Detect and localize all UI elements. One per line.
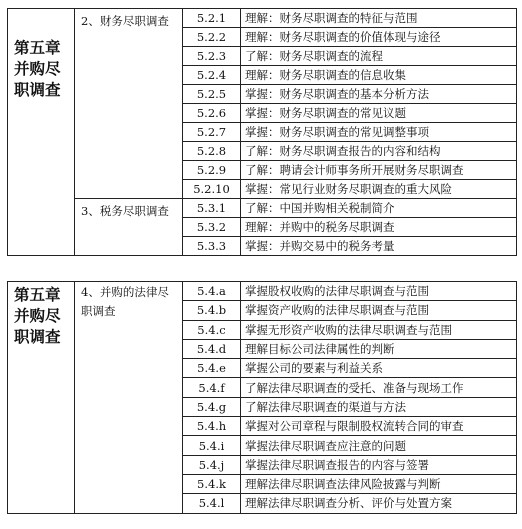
item-description: 理解：财务尽职调查的价值体现与途径 <box>241 28 517 47</box>
table-row <box>8 199 517 218</box>
item-code: 5.4.c <box>183 320 241 339</box>
item-code: 5.4.j <box>183 455 241 474</box>
item-description: 了解：财务尽职调查的流程 <box>241 47 517 66</box>
item-description: 掌握：财务尽职调查的基本分析方法 <box>241 85 517 104</box>
item-code: 5.2.7 <box>183 123 241 142</box>
item-code: 5.4.g <box>183 397 241 416</box>
item-code: 5.2.9 <box>183 161 241 180</box>
item-description: 掌握资产收购的法律尽职调查与范围 <box>241 301 517 320</box>
chapter-title: 第五章并购尽职调查 <box>8 9 75 256</box>
item-description: 掌握法律尽职调查应注意的问题 <box>241 436 517 455</box>
section-title: 3、税务尽职调查 <box>75 199 183 256</box>
item-code: 5.4.b <box>183 301 241 320</box>
item-description: 理解：并购中的税务尽职调查 <box>241 218 517 237</box>
item-code: 5.2.10 <box>183 180 241 199</box>
item-code: 5.2.8 <box>183 142 241 161</box>
item-description: 掌握：财务尽职调查的常见调整事项 <box>241 123 517 142</box>
item-code: 5.2.5 <box>183 85 241 104</box>
item-code: 5.2.6 <box>183 104 241 123</box>
item-description: 掌握：常见行业财务尽职调查的重大风险 <box>241 180 517 199</box>
item-description: 理解法律尽职调查法律风险披露与判断 <box>241 474 517 493</box>
item-description: 理解法律尽职调查分析、评价与处置方案 <box>241 494 517 513</box>
item-code: 5.4.h <box>183 417 241 436</box>
item-code: 5.2.1 <box>183 9 241 28</box>
item-code: 5.4.l <box>183 494 241 513</box>
item-description: 了解法律尽职调查的受托、准备与现场工作 <box>241 378 517 397</box>
item-code: 5.2.3 <box>183 47 241 66</box>
item-description: 了解法律尽职调查的渠道与方法 <box>241 397 517 416</box>
item-description: 掌握：并购交易中的税务考量 <box>241 237 517 256</box>
item-description: 了解：聘请会计师事务所开展财务尽职调查 <box>241 161 517 180</box>
syllabus-table-financial-tax <box>7 8 517 256</box>
chapter-title: 第五章并购尽职调查 <box>8 282 75 514</box>
item-code: 5.4.d <box>183 339 241 358</box>
section-title: 2、财务尽职调查 <box>75 9 183 199</box>
item-description: 掌握对公司章程与限制股权流转合同的审查 <box>241 417 517 436</box>
table-row <box>8 282 517 301</box>
item-code: 5.3.2 <box>183 218 241 237</box>
item-description: 了解：财务尽职调查报告的内容和结构 <box>241 142 517 161</box>
item-code: 5.3.3 <box>183 237 241 256</box>
item-description: 掌握公司的要素与利益关系 <box>241 359 517 378</box>
item-code: 5.4.f <box>183 378 241 397</box>
item-description: 掌握法律尽职调查报告的内容与签署 <box>241 455 517 474</box>
syllabus-table-legal <box>7 281 517 514</box>
item-description: 掌握股权收购的法律尽职调查与范围 <box>241 282 517 301</box>
item-description: 掌握：财务尽职调查的常见议题 <box>241 104 517 123</box>
item-description: 了解：中国并购相关税制简介 <box>241 199 517 218</box>
item-code: 5.4.a <box>183 282 241 301</box>
item-code: 5.2.4 <box>183 66 241 85</box>
table-row <box>8 9 517 28</box>
item-code: 5.3.1 <box>183 199 241 218</box>
item-code: 5.4.k <box>183 474 241 493</box>
item-description: 掌握无形资产收购的法律尽职调查与范围 <box>241 320 517 339</box>
item-description: 理解：财务尽职调查的特征与范围 <box>241 9 517 28</box>
item-code: 5.4.e <box>183 359 241 378</box>
item-code: 5.2.2 <box>183 28 241 47</box>
item-code: 5.4.i <box>183 436 241 455</box>
item-description: 理解：财务尽职调查的信息收集 <box>241 66 517 85</box>
section-title: 4、并购的法律尽职调查 <box>75 282 183 514</box>
item-description: 理解目标公司法律属性的判断 <box>241 339 517 358</box>
